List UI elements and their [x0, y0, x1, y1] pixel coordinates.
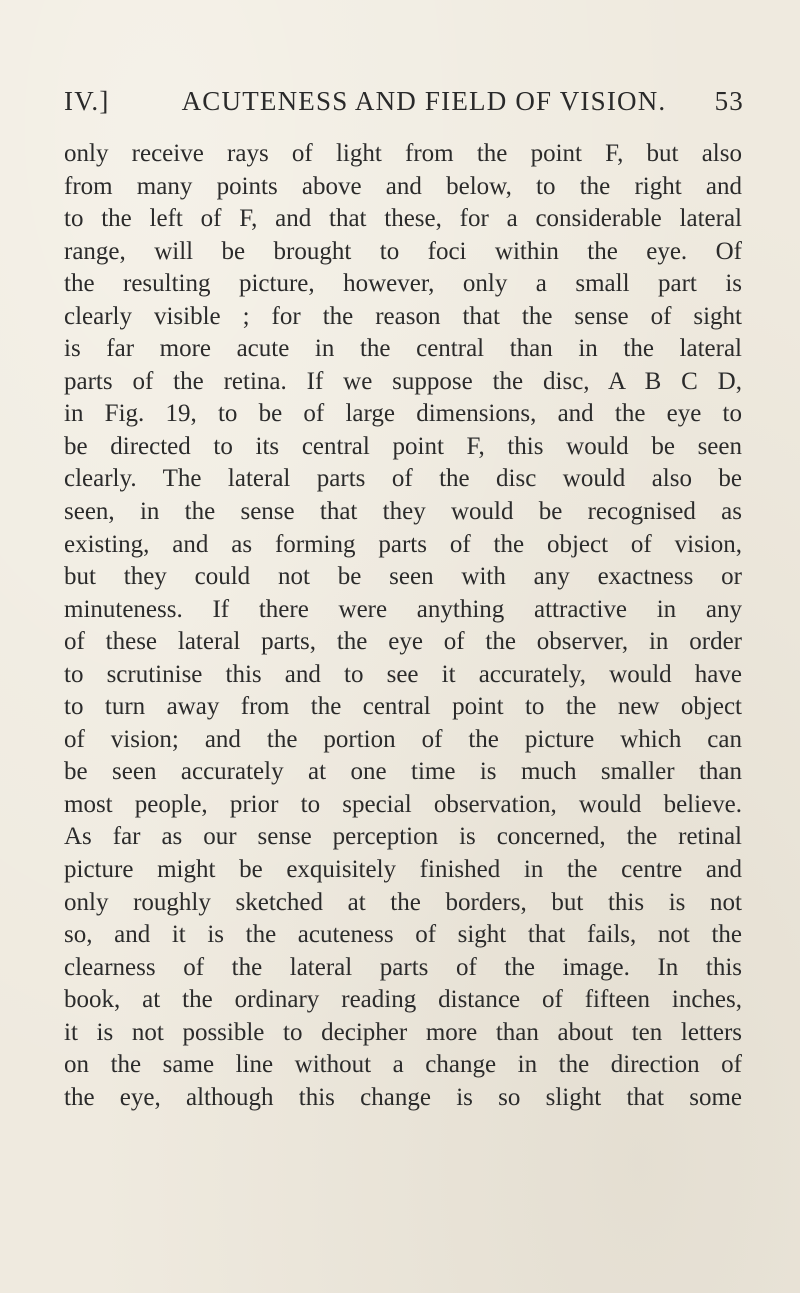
text-line: of vision; and the portion of the picture which can	[64, 725, 742, 753]
text-line: picture might be exquisitely finished in the centre and	[64, 856, 742, 884]
text-line: minuteness. If there were anything attractive in any	[64, 595, 742, 623]
body-text	[64, 138, 742, 1114]
text-line: to scrutinise this and to see it accurately, would have	[64, 660, 742, 688]
text-line: is far more acute in the central than in the lateral	[64, 335, 742, 363]
text-line: book, at the ordinary reading distance of fifteen inches,	[64, 986, 742, 1014]
running-head	[64, 86, 744, 126]
chapter-number: IV.]	[64, 86, 110, 116]
text-line: of these lateral parts, the eye of the observer, in order	[64, 628, 742, 656]
text-line: so, and it is the acuteness of sight that fails, not the	[64, 921, 742, 949]
text-line: to the left of F, and that these, for a considerable lateral	[64, 205, 742, 233]
text-line: the eye, although this change is so slight that some	[64, 1083, 742, 1111]
text-line: range, will be brought to foci within the eye. Of	[64, 237, 742, 265]
text-line: in Fig. 19, to be of large dimensions, and the eye to	[64, 400, 742, 428]
text-line: to turn away from the central point to the new object	[64, 693, 742, 721]
text-line: only receive rays of light from the point F, but also	[64, 140, 742, 167]
text-line: existing, and as forming parts of the object of vision,	[64, 530, 742, 558]
text-line: the resulting picture, however, only a small part is	[64, 270, 742, 298]
text-line: clearly. The lateral parts of the disc would also be	[64, 465, 742, 493]
running-title: ACUTENESS AND FIELD OF VISION.	[181, 86, 667, 116]
text-line: As far as our sense perception is concerned, the retinal	[64, 823, 742, 851]
text-line: seen, in the sense that they would be recognised as	[64, 498, 742, 526]
text-line: be directed to its central point F, this would be seen	[64, 432, 742, 460]
text-line: parts of the retina. If we suppose the disc, A B C D,	[64, 367, 742, 395]
page-number: 53	[714, 86, 744, 116]
text-line: only roughly sketched at the borders, but this is not	[64, 888, 742, 916]
text-line: clearly visible ; for the reason that the sense of sight	[64, 302, 742, 330]
text-line: be seen accurately at one time is much smaller than	[64, 758, 742, 786]
text-line: most people, prior to special observation, would believe.	[64, 790, 742, 818]
text-line: on the same line without a change in the direction of	[64, 1051, 742, 1079]
text-line: but they could not be seen with any exactness or	[64, 563, 742, 591]
text-line: it is not possible to decipher more than about ten letters	[64, 1018, 742, 1046]
text-line: from many points above and below, to the right and	[64, 172, 742, 200]
text-line: clearness of the lateral parts of the image. In this	[64, 953, 742, 981]
